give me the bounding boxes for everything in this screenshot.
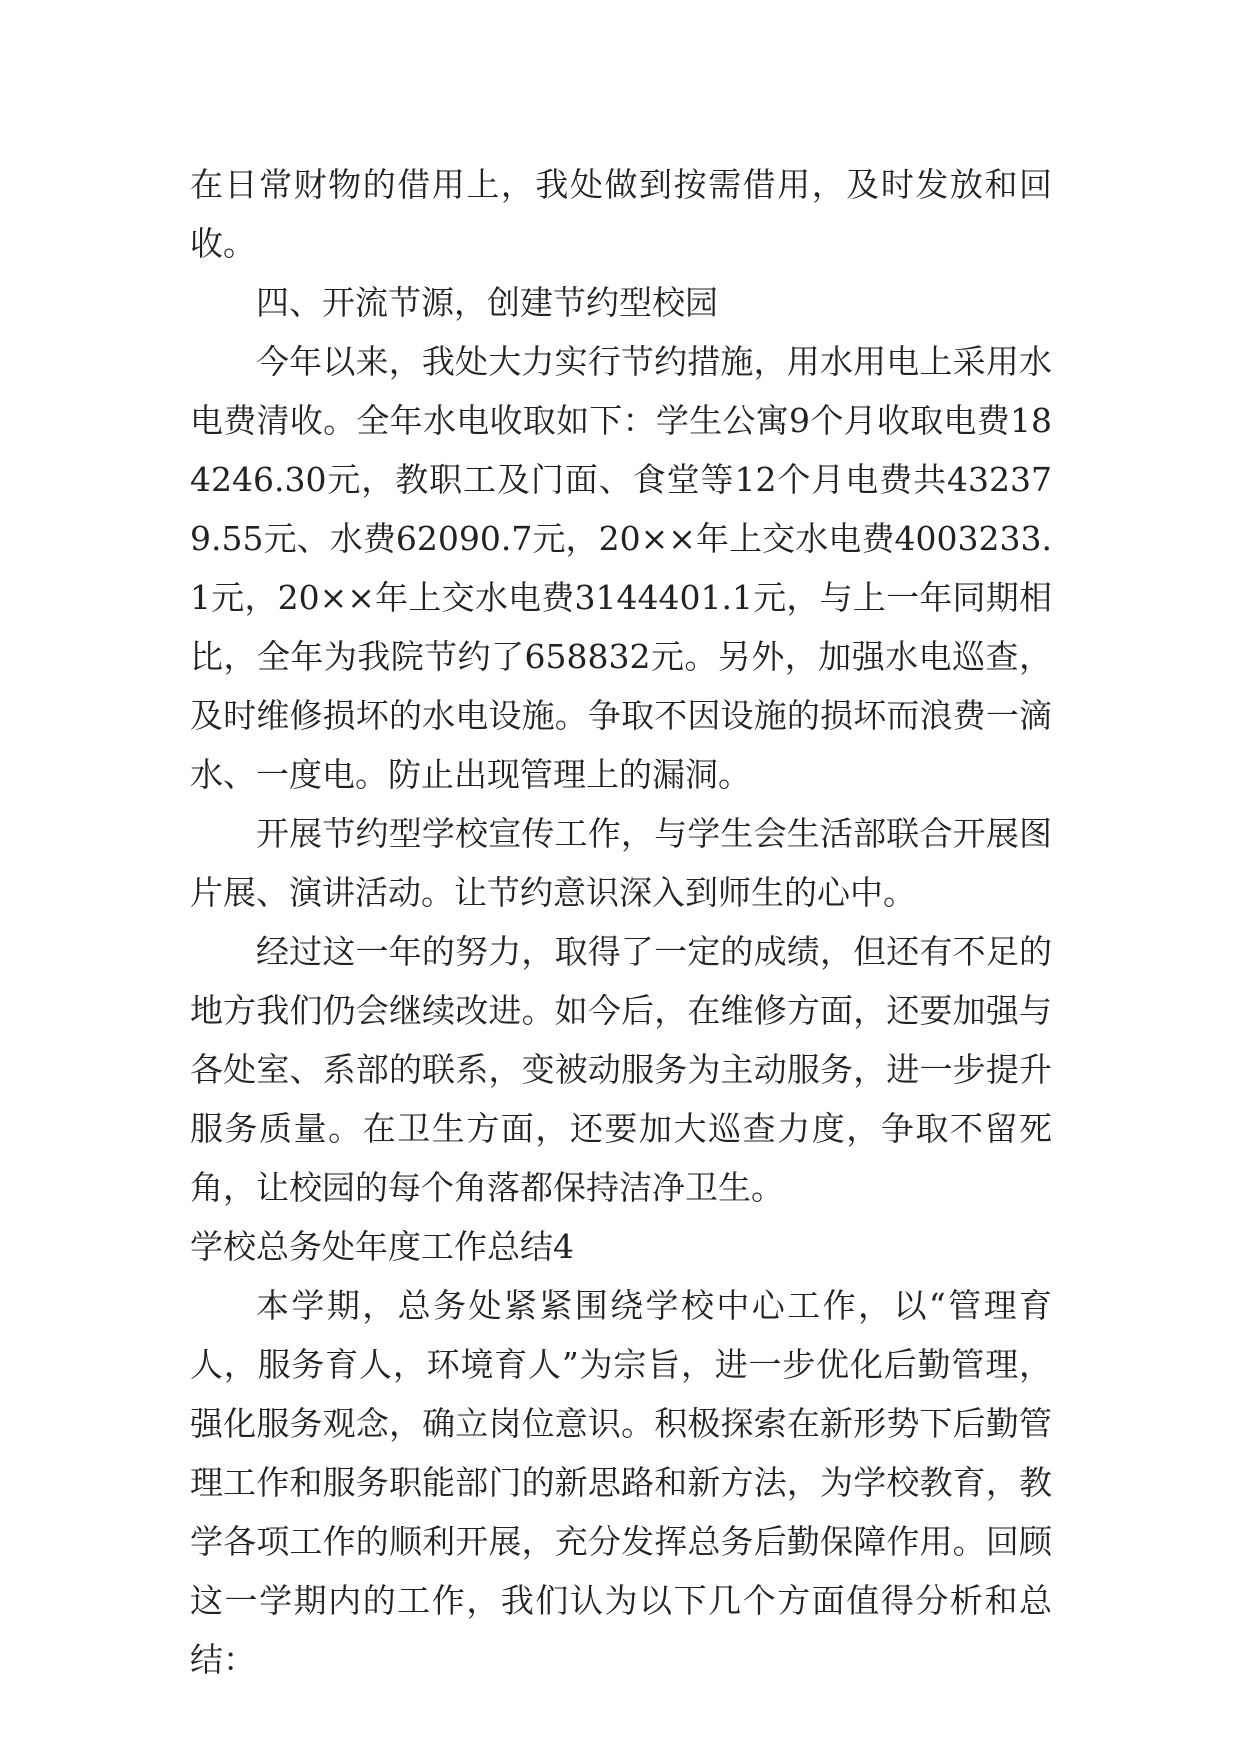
paragraph-continuation: 在日常财物的借用上，我处做到按需借用，及时发放和回收。 <box>190 165 1052 263</box>
document-body <box>190 155 1052 1689</box>
document-title: 学校总务处年度工作总结4 <box>190 1227 574 1266</box>
paragraph-promotion: 开展节约型学校宣传工作，与学生会生活部联合开展图片展、演讲活动。让节约意识深入到师生的心中。 <box>190 814 1052 912</box>
paragraph-summary: 经过这一年的努力，取得了一定的成绩，但还有不足的地方我们仍会继续改进。如今后，在维修方面，还要加强与各处室、系部的联系，变被动服务为主动服务，进一步提升服务质量。在卫生方面，还要加大巡查力度，争取不留死角，让校园的每个角落都保持洁净卫生。 <box>190 932 1052 1207</box>
paragraph-utilities: 今年以来，我处大力实行节约措施，用水用电上采用水电费清收。全年水电收取如下：学生公寓9个月收取电费184246.30元，教职工及门面、食堂等12个月电费共432379.55元、水费62090.7元，20××年上交水电费4003233.1元，20××年上交水电费3144401.1元，与上一年同期相比，全年为我院节约了658832元。另外，加强水电巡查，及时维修损坏的水电设施。争取不因设施的损坏而浪费一滴水、一度电。防止出现管理上的漏洞。 <box>190 342 1052 794</box>
section-heading: 四、开流节源，创建节约型校园 <box>256 283 718 322</box>
paragraph-intro: 本学期，总务处紧紧围绕学校中心工作，以“管理育人，服务育人，环境育人”为宗旨，进一步优化后勤管理，强化服务观念，确立岗位意识。积极探索在新形势下后勤管理工作和服务职能部门的新思路和新方法，为学校教育，教学各项工作的顺利开展，充分发挥总务后勤保障作用。回顾这一学期内的工作，我们认为以下几个方面值得分析和总结： <box>190 1286 1052 1679</box>
